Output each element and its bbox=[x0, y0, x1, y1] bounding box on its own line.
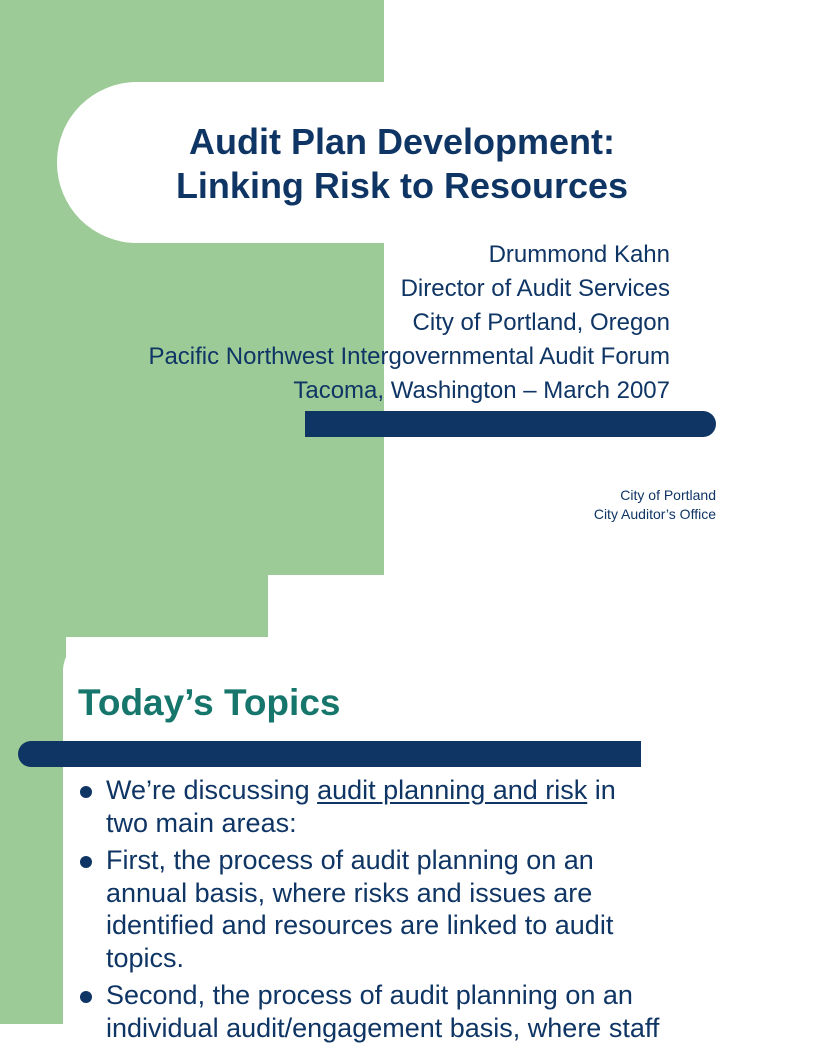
footer-line: City Auditor’s Office bbox=[593, 506, 716, 522]
presenter-name: Drummond Kahn bbox=[488, 241, 670, 268]
bullet-line: identified and resources are linked to audit bbox=[106, 910, 614, 940]
footer-line: City of Portland bbox=[620, 487, 716, 503]
bullet-text: in bbox=[587, 775, 616, 805]
slide1-title bbox=[120, 120, 684, 208]
bullet-line: First, the process of audit planning on an bbox=[106, 845, 594, 875]
presenter-organization: City of Portland, Oregon bbox=[412, 309, 670, 336]
list-item bbox=[78, 979, 718, 1044]
bullet-icon bbox=[80, 786, 92, 798]
bullet-line: topics. bbox=[106, 942, 185, 973]
event-name: Pacific Northwest Intergovernmental Audit Forum bbox=[148, 343, 670, 370]
presenter-role: Director of Audit Services bbox=[400, 275, 670, 302]
bullet-line: Second, the process of audit planning on an bbox=[106, 980, 633, 1010]
slide2-green-panel bbox=[0, 637, 66, 1024]
bullet-icon bbox=[80, 856, 92, 868]
list-item bbox=[78, 774, 718, 839]
bullet-line bbox=[106, 774, 718, 807]
bullet-line: annual basis, where risks and issues are bbox=[106, 877, 593, 908]
slide1-title-line: Linking Risk to Resources bbox=[175, 165, 629, 206]
bullet-icon bbox=[80, 991, 92, 1003]
bullet-line: two main areas: bbox=[106, 807, 297, 838]
slide2-divider-bar bbox=[18, 741, 641, 767]
topics-list bbox=[78, 774, 718, 1049]
slide2-green-tab bbox=[0, 575, 268, 637]
slide1-footer bbox=[416, 486, 716, 524]
list-item bbox=[78, 844, 718, 974]
slide1-subtitle bbox=[30, 238, 670, 408]
slide1-title-line: Audit Plan Development: bbox=[188, 121, 616, 162]
slide2-heading: Today’s Topics bbox=[78, 682, 341, 723]
bullet-line: individual audit/engagement basis, where staff bbox=[106, 1012, 660, 1043]
event-location-date: Tacoma, Washington – March 2007 bbox=[293, 377, 670, 404]
underlined-text: audit planning and risk bbox=[317, 775, 588, 805]
bullet-text: We’re discussing bbox=[106, 775, 318, 805]
slide1-divider-bar bbox=[305, 411, 716, 437]
